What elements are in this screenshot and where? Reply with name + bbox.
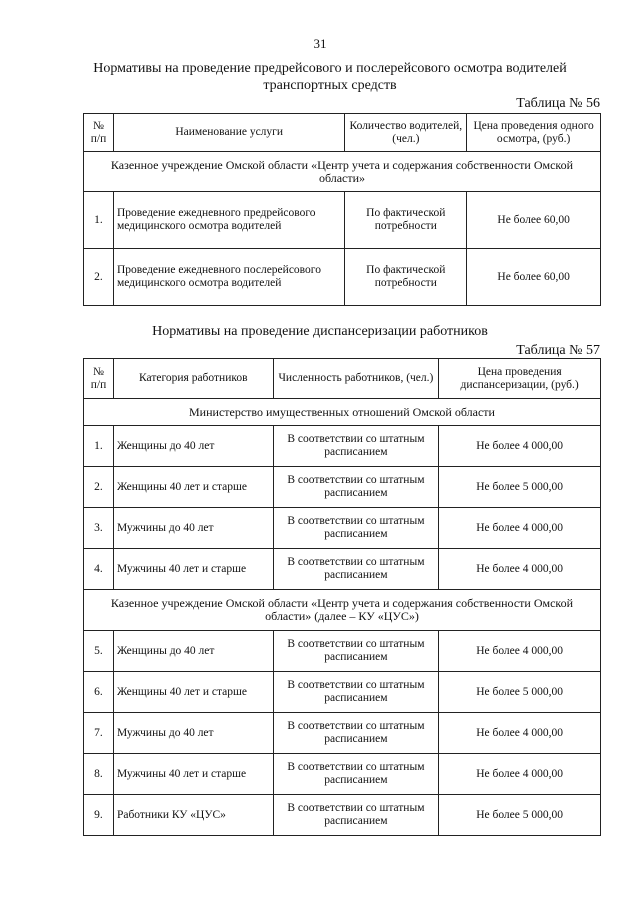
table-row: [84, 467, 601, 508]
row-employee-count: В соответствии со штатным расписанием: [273, 672, 439, 713]
row-employee-count: В соответствии со штатным расписанием: [273, 713, 439, 754]
table56-header-row: [84, 114, 601, 152]
table-row: [84, 549, 601, 590]
header-num: № п/п: [84, 114, 114, 152]
row-employee-count: В соответствии со штатным расписанием: [273, 508, 439, 549]
table57-caption: Таблица № 57: [516, 343, 600, 358]
row-price: Не более 4 000,00: [439, 426, 601, 467]
row-service-name: Проведение ежедневного предрейсового медицинского осмотра водителей: [113, 192, 344, 249]
row-employee-count: В соответствии со штатным расписанием: [273, 549, 439, 590]
row-num: 8.: [84, 754, 114, 795]
row-num: 6.: [84, 672, 114, 713]
header-price: Цена проведения одного осмотра, (руб.): [467, 114, 601, 152]
row-num: 5.: [84, 631, 114, 672]
row-employee-count: В соответствии со штатным расписанием: [273, 467, 439, 508]
section-title: Казенное учреждение Омской области «Центр учета и содержания собственности Омской области» (далее – КУ «ЦУС»): [84, 590, 601, 631]
table56-caption: Таблица № 56: [516, 96, 600, 111]
header-num: № п/п: [84, 359, 114, 399]
row-num: 2.: [84, 467, 114, 508]
header-price: Цена проведения диспансеризации, (руб.): [439, 359, 601, 399]
row-price: Не более 5 000,00: [439, 795, 601, 836]
row-category: Работники КУ «ЦУС»: [113, 795, 273, 836]
row-price: Не более 4 000,00: [439, 549, 601, 590]
table-row: [84, 795, 601, 836]
table56-section-row: [84, 152, 601, 192]
table-56: [83, 113, 601, 306]
row-num: 1.: [84, 426, 114, 467]
row-category: Женщины 40 лет и старше: [113, 467, 273, 508]
table57-title: Нормативы на проведение диспансеризации работников: [152, 324, 488, 339]
table-row: [84, 508, 601, 549]
row-num: 7.: [84, 713, 114, 754]
row-category: Женщины 40 лет и старше: [113, 672, 273, 713]
section-title: Казенное учреждение Омской области «Центр учета и содержания собственности Омской области»: [84, 152, 601, 192]
header-employee-count: Численность работников, (чел.): [273, 359, 439, 399]
row-price: Не более 4 000,00: [439, 713, 601, 754]
row-category: Женщины до 40 лет: [113, 631, 273, 672]
row-driver-count: По фактической потребности: [345, 249, 467, 306]
row-price: Не более 5 000,00: [439, 467, 601, 508]
row-category: Мужчины до 40 лет: [113, 508, 273, 549]
table-row: [84, 631, 601, 672]
row-num: 2.: [84, 249, 114, 306]
row-category: Мужчины до 40 лет: [113, 713, 273, 754]
table-row: [84, 672, 601, 713]
row-driver-count: По фактической потребности: [345, 192, 467, 249]
row-price: Не более 5 000,00: [439, 672, 601, 713]
row-category: Мужчины 40 лет и старше: [113, 549, 273, 590]
row-price: Не более 4 000,00: [439, 631, 601, 672]
row-price: Не более 4 000,00: [439, 508, 601, 549]
row-category: Мужчины 40 лет и старше: [113, 754, 273, 795]
table-row: [84, 426, 601, 467]
table-row: [84, 754, 601, 795]
table-row: [84, 192, 601, 249]
row-price: Не более 4 000,00: [439, 754, 601, 795]
row-category: Женщины до 40 лет: [113, 426, 273, 467]
row-num: 1.: [84, 192, 114, 249]
header-category: Категория работников: [113, 359, 273, 399]
header-service-name: Наименование услуги: [113, 114, 344, 152]
table57-section2-row: [84, 590, 601, 631]
table57-header-row: [84, 359, 601, 399]
row-employee-count: В соответствии со штатным расписанием: [273, 795, 439, 836]
row-num: 3.: [84, 508, 114, 549]
table56-title: [60, 60, 600, 94]
row-price: Не более 60,00: [467, 249, 601, 306]
table57-section1-row: [84, 399, 601, 426]
table-row: [84, 249, 601, 306]
row-service-name: Проведение ежедневного послерейсового медицинского осмотра водителей: [113, 249, 344, 306]
table56-title-line1: Нормативы на проведение предрейсового и послерейсового осмотра водителей: [93, 61, 567, 76]
section-title: Министерство имущественных отношений Омской области: [84, 399, 601, 426]
row-price: Не более 60,00: [467, 192, 601, 249]
table-57: [83, 358, 601, 836]
row-employee-count: В соответствии со штатным расписанием: [273, 631, 439, 672]
row-num: 4.: [84, 549, 114, 590]
header-driver-count: Количество водителей, (чел.): [345, 114, 467, 152]
page-number: 31: [313, 36, 327, 51]
row-num: 9.: [84, 795, 114, 836]
row-employee-count: В соответствии со штатным расписанием: [273, 754, 439, 795]
table-row: [84, 713, 601, 754]
row-employee-count: В соответствии со штатным расписанием: [273, 426, 439, 467]
table56-title-line2: транспортных средств: [263, 78, 397, 93]
